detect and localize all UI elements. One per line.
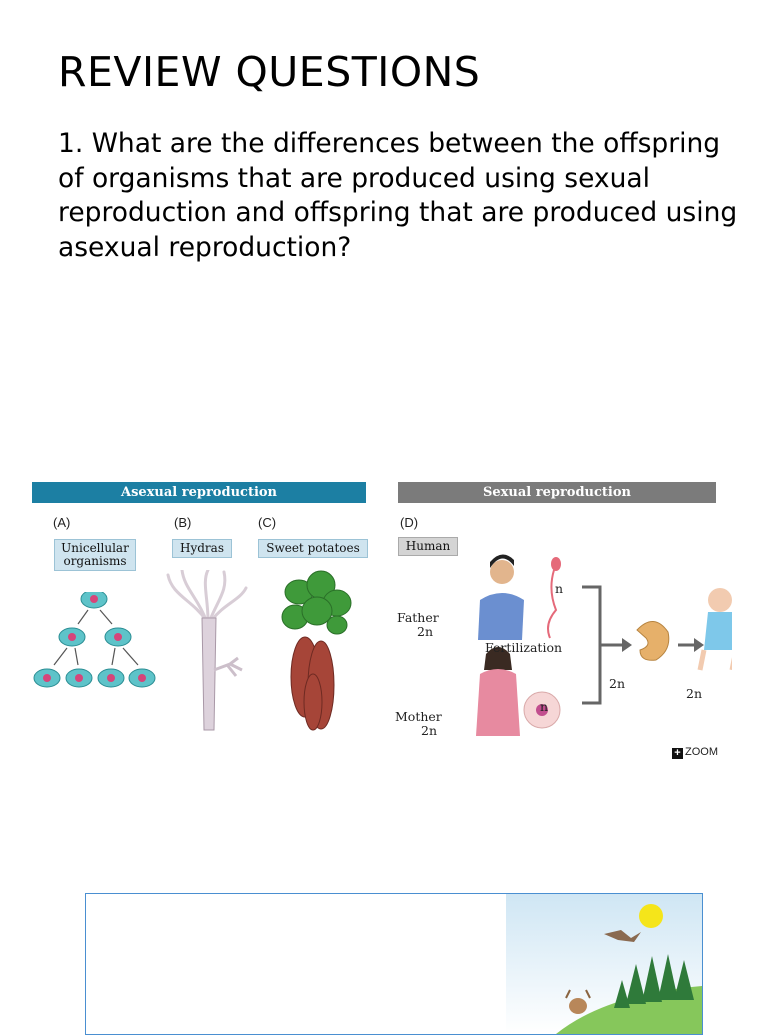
panel-a-letter: (A) bbox=[53, 515, 71, 530]
panel-b-letter: (B) bbox=[174, 515, 192, 530]
panel-a-label bbox=[54, 539, 136, 571]
panel-a-label-line2: organisms bbox=[63, 554, 127, 568]
panel-a-label-line1: Unicellular bbox=[61, 541, 129, 555]
zoom-button[interactable] bbox=[672, 746, 718, 759]
panel-d-letter: (D) bbox=[400, 515, 419, 530]
landscape-illustration bbox=[85, 893, 703, 1035]
sperm-ploidy: n bbox=[555, 581, 564, 596]
asexual-header: Asexual reproduction bbox=[32, 482, 366, 503]
sun-icon bbox=[639, 904, 663, 928]
sweet-potato-illustration bbox=[277, 567, 357, 742]
egg-ploidy: n bbox=[540, 699, 549, 714]
plus-icon: + bbox=[672, 748, 683, 759]
cell-division-illustration bbox=[32, 592, 162, 702]
slide-title: REVIEW QUESTIONS bbox=[58, 48, 481, 96]
human-reproduction-illustration bbox=[432, 550, 732, 740]
panel-b-label: Hydras bbox=[172, 539, 232, 558]
zoom-label: ZOOM bbox=[685, 746, 718, 758]
fertilization-label: Fertilization bbox=[485, 640, 563, 655]
hydra-illustration bbox=[162, 570, 252, 740]
father-ploidy: 2n bbox=[417, 624, 434, 639]
mother-label: Mother bbox=[395, 709, 442, 724]
landscape-scene bbox=[86, 894, 702, 1034]
panel-c-label: Sweet potatoes bbox=[258, 539, 368, 558]
zygote-ploidy: 2n bbox=[609, 676, 626, 691]
father-label: Father bbox=[397, 610, 439, 625]
reproduction-figure bbox=[32, 482, 732, 762]
baby-ploidy: 2n bbox=[686, 686, 703, 701]
panel-c-letter: (C) bbox=[258, 515, 277, 530]
sexual-header: Sexual reproduction bbox=[398, 482, 716, 503]
review-question: 1. What are the differences between the offspring of organisms that are produced using sexual reproduction and offspring that are produced using asexual reproduction? bbox=[58, 128, 738, 263]
panel-d-label: Human bbox=[398, 537, 458, 556]
mother-ploidy: 2n bbox=[421, 723, 438, 738]
